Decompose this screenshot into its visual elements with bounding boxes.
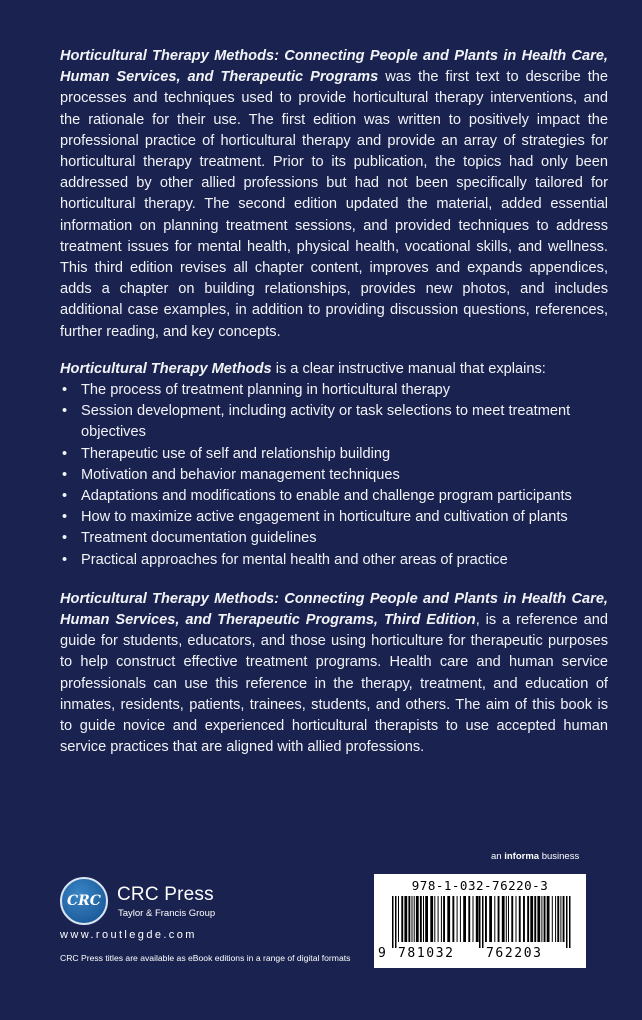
- paragraph-audience-body: , is a reference and guide for students, educators, and those using horticulture for therapeutic purposes to help construct effective treatment programs. Health care and human service professionals can use this reference in the therapy, treatment, and education of inmates, residents, patients, trainees, students, and others. The aim of this book is to guide novice and experienced horticultural therapists to use accepted human service practices that are aligned with allied professions.: [60, 612, 608, 756]
- list-item-text: How to maximize active engagement in horticulture and cultivation of plants: [81, 509, 568, 526]
- barcode-bars-icon: [388, 896, 574, 948]
- list-item: [60, 444, 608, 465]
- informa-wordmark: informa: [504, 851, 540, 862]
- list-item-text: Session development, including activity or task selections to meet treatment objectives: [81, 403, 571, 441]
- list-item-text: Practical approaches for mental health and other areas of practice: [81, 551, 508, 568]
- informa-tagline: an informa business: [491, 851, 580, 862]
- paragraph-audience: [60, 589, 608, 759]
- bullet-icon: •: [62, 530, 68, 547]
- description-text: [60, 46, 608, 775]
- list-item: [60, 401, 608, 443]
- barcode-digit-group-right: 762203: [486, 946, 543, 961]
- publisher-name: CRC Press: [117, 884, 214, 905]
- bullet-icon: •: [62, 551, 68, 568]
- paragraph-history: [60, 46, 608, 343]
- list-item: [60, 507, 608, 528]
- list-item-text: Therapeutic use of self and relationship building: [81, 445, 391, 462]
- list-item-text: The process of treatment planning in horticultural therapy: [81, 382, 451, 399]
- crc-logo-text: CRC: [67, 893, 101, 909]
- bullet-icon: •: [62, 403, 68, 420]
- list-item-text: Motivation and behavior management techniques: [81, 466, 400, 483]
- manual-intro: [60, 359, 608, 380]
- book-title-short: Horticultural Therapy Methods: [60, 360, 272, 377]
- manual-intro-body: is a clear instructive manual that explains:: [271, 360, 546, 377]
- list-item: [60, 380, 608, 401]
- bullet-icon: •: [62, 466, 68, 483]
- ebook-note: CRC Press titles are available as eBook editions in a range of digital formats: [60, 953, 351, 963]
- list-item-text: Treatment documentation guidelines: [81, 530, 317, 547]
- paragraph-history-body: was the first text to describe the processes and techniques used to provide horticultural therapy interventions, and the rationale for their use. The first edition was written to positively impact the professional practice of horticultural therapy and provide an array of strategies for horticultural therapy treatment. Prior to its publication, the topics had only been addressed by other allied professions but had not been specifically tailored for horticultural therapy. The second edition updated the material, added essential information on planning treatment sessions, and provided techniques to address treatment issues for mental health, physical health, vocational skills, and wellness. This third edition revises all chapter content, improves and expands appendices, adds a chapter on building relationships, provides new photos, and includes additional case examples, in addition to providing discussion questions, references, further reading, and key concepts.: [60, 69, 608, 340]
- barcode-digit-group-left: 781032: [398, 946, 455, 961]
- topics-list: [60, 380, 608, 571]
- bullet-icon: •: [62, 488, 68, 505]
- publisher-website: www.routlegde.com: [60, 929, 197, 941]
- publisher-group: Taylor & Francis Group: [118, 908, 216, 919]
- isbn-barcode: [374, 874, 586, 968]
- crc-logo-icon: [60, 877, 108, 925]
- isbn-number: 978-1-032-76220-3: [411, 878, 549, 893]
- barcode-digit-first: 9: [378, 946, 386, 961]
- list-item: [60, 465, 608, 486]
- bullet-icon: •: [62, 382, 68, 399]
- book-title-full: Horticultural Therapy Methods: Connecting People and Plants in Health Care, Human Services, and Therapeutic Programs: [60, 48, 608, 86]
- book-title-edition: Horticultural Therapy Methods: Connecting People and Plants in Health Care, Human Services, and Therapeutic Programs, Third Edition: [60, 590, 608, 629]
- list-item: [60, 486, 608, 507]
- list-item: [60, 528, 608, 549]
- list-item-text: Adaptations and modifications to enable and challenge program participants: [81, 488, 572, 505]
- bullet-icon: •: [62, 509, 68, 526]
- bullet-icon: •: [62, 445, 68, 462]
- publisher-logo: [60, 877, 360, 957]
- list-item: [60, 550, 608, 571]
